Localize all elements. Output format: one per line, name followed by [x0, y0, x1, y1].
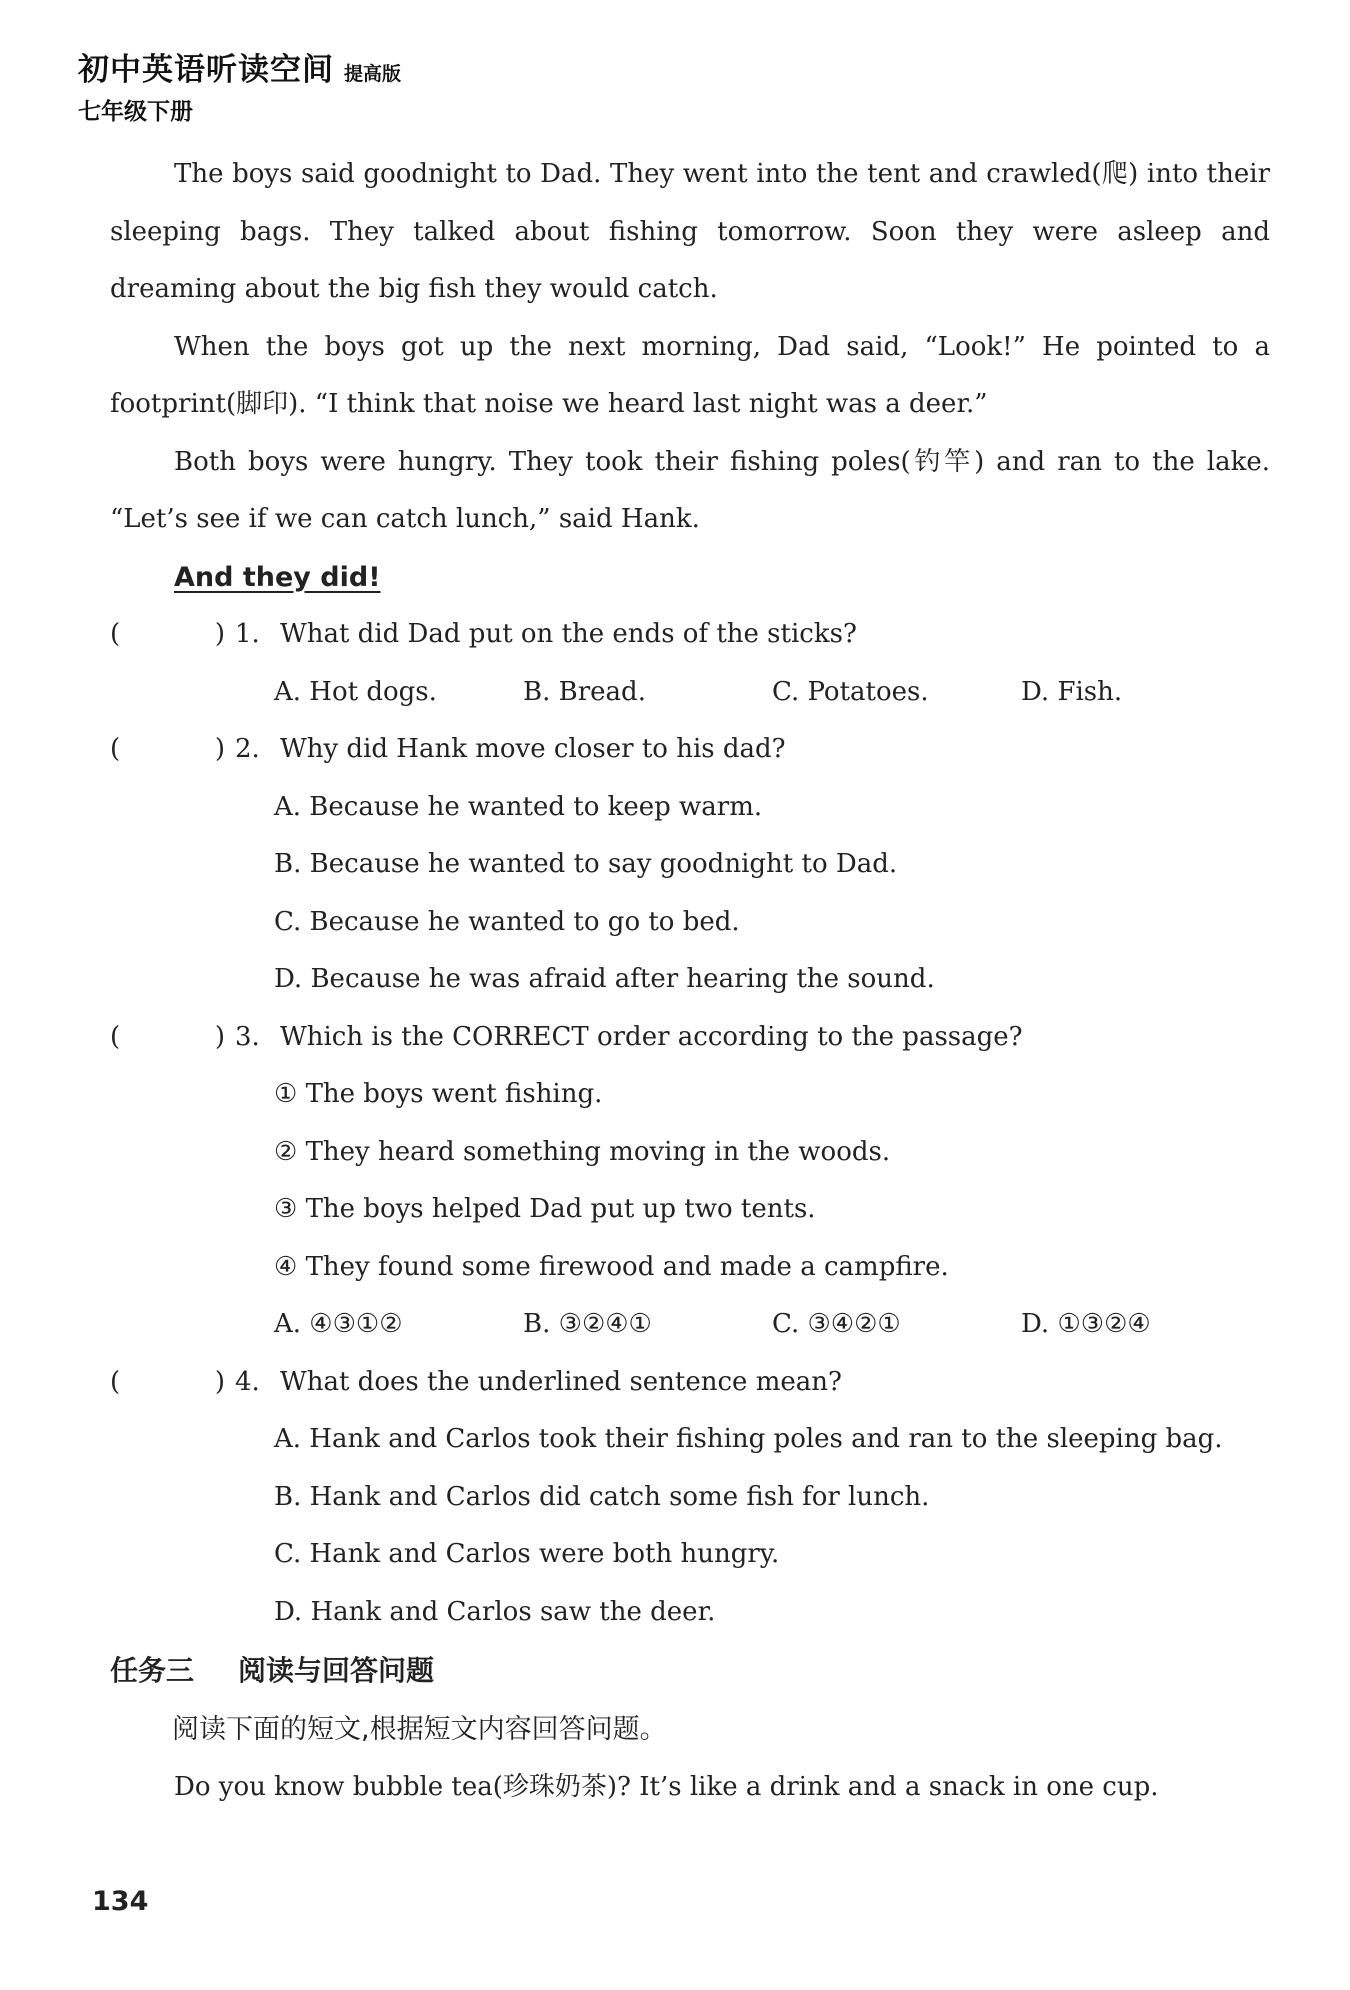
statement: ③ The boys helped Dad put up two tents.	[274, 1194, 816, 1224]
edition-label: 提高版	[344, 63, 402, 85]
question-4	[110, 1354, 1270, 1412]
answer-blank[interactable]	[110, 1009, 235, 1067]
passage-paragraph: When the boys got up the next morning, Dad said, “Look!” He pointed to a footprint(脚印). “I think that noise we heard last night was a deer.”	[110, 331, 1270, 419]
task3-instruction: 阅读下面的短文,根据短文内容回答问题。	[172, 1714, 667, 1745]
question-text: Which is the CORRECT order according to the passage?	[280, 1021, 1023, 1052]
task3-first-line: Do you know bubble tea(珍珠奶茶)? It’s like a drink and a snack in one cup.	[174, 1772, 1159, 1802]
statement: ① The boys went fishing.	[274, 1079, 603, 1109]
question-number: 1.	[235, 619, 260, 649]
option: A. Hank and Carlos took their fishing poles and ran to the sleeping bag.	[274, 1424, 1223, 1454]
page-content	[110, 146, 1270, 1817]
option: C. Hank and Carlos were both hungry.	[274, 1539, 780, 1569]
question-number: 3.	[235, 1021, 260, 1052]
question-1	[110, 606, 1270, 664]
answer-blank[interactable]	[110, 606, 235, 664]
question-text: What did Dad put on the ends of the sticks?	[280, 619, 857, 649]
option: C. Potatoes.	[772, 676, 929, 707]
option: B. ③②④①	[523, 1309, 652, 1339]
question-number: 4.	[235, 1366, 260, 1397]
task3-title: 阅读与回答问题	[238, 1654, 435, 1687]
question-1-options	[274, 664, 1270, 722]
paren-close: )	[214, 1366, 225, 1397]
paren-close: )	[214, 619, 225, 649]
question-number: 2.	[235, 734, 260, 764]
option: C. Because he wanted to go to bed.	[274, 906, 740, 937]
option: C. ③④②①	[772, 1309, 901, 1339]
option: D. Hank and Carlos saw the deer.	[274, 1596, 716, 1627]
paren-open: (	[110, 1366, 121, 1397]
answer-blank[interactable]	[110, 721, 235, 779]
question-text: Why did Hank move closer to his dad?	[280, 734, 786, 764]
page-number: 134	[92, 1886, 149, 1917]
task3-heading	[110, 1641, 1270, 1701]
answer-blank[interactable]	[110, 1354, 235, 1412]
option: B. Hank and Carlos did catch some fish for lunch.	[274, 1481, 930, 1512]
underlined-sentence: And they did!	[174, 561, 381, 593]
question-2	[110, 721, 1270, 779]
option: A. ④③①②	[274, 1309, 403, 1339]
task3-label: 任务三	[110, 1654, 195, 1687]
option: D. ①③②④	[1021, 1309, 1151, 1339]
option: B. Bread.	[523, 676, 646, 707]
question-text: What does the underlined sentence mean?	[280, 1366, 842, 1397]
paren-close: )	[214, 734, 225, 764]
question-3-options	[274, 1296, 1270, 1354]
passage-paragraph: Both boys were hungry. They took their fishing poles(钓竿) and ran to the lake. “Let’s see if we can catch lunch,” said Hank.	[110, 446, 1270, 534]
book-title: 初中英语听读空间	[78, 52, 334, 88]
passage-paragraph: The boys said goodnight to Dad. They went into the tent and crawled(爬) into their sleeping bags. They talked about fishing tomorrow. Soon they were asleep and dreaming about the big fish they would catch.	[110, 159, 1270, 304]
page-header	[78, 44, 401, 126]
book-title-line	[78, 44, 401, 89]
paren-open: (	[110, 734, 121, 764]
paren-close: )	[214, 1021, 225, 1052]
statement: ② They heard something moving in the woods.	[274, 1136, 891, 1167]
question-3	[110, 1009, 1270, 1067]
option: D. Fish.	[1021, 676, 1123, 707]
grade-label: 七年级下册	[78, 98, 193, 125]
option: B. Because he wanted to say goodnight to Dad.	[274, 849, 898, 879]
option: D. Because he was afraid after hearing the sound.	[274, 964, 935, 994]
paren-open: (	[110, 619, 121, 649]
paren-open: (	[110, 1021, 121, 1052]
option: A. Because he wanted to keep warm.	[274, 791, 763, 822]
statement: ④ They found some firewood and made a campfire.	[274, 1251, 949, 1282]
option: A. Hot dogs.	[274, 676, 437, 707]
